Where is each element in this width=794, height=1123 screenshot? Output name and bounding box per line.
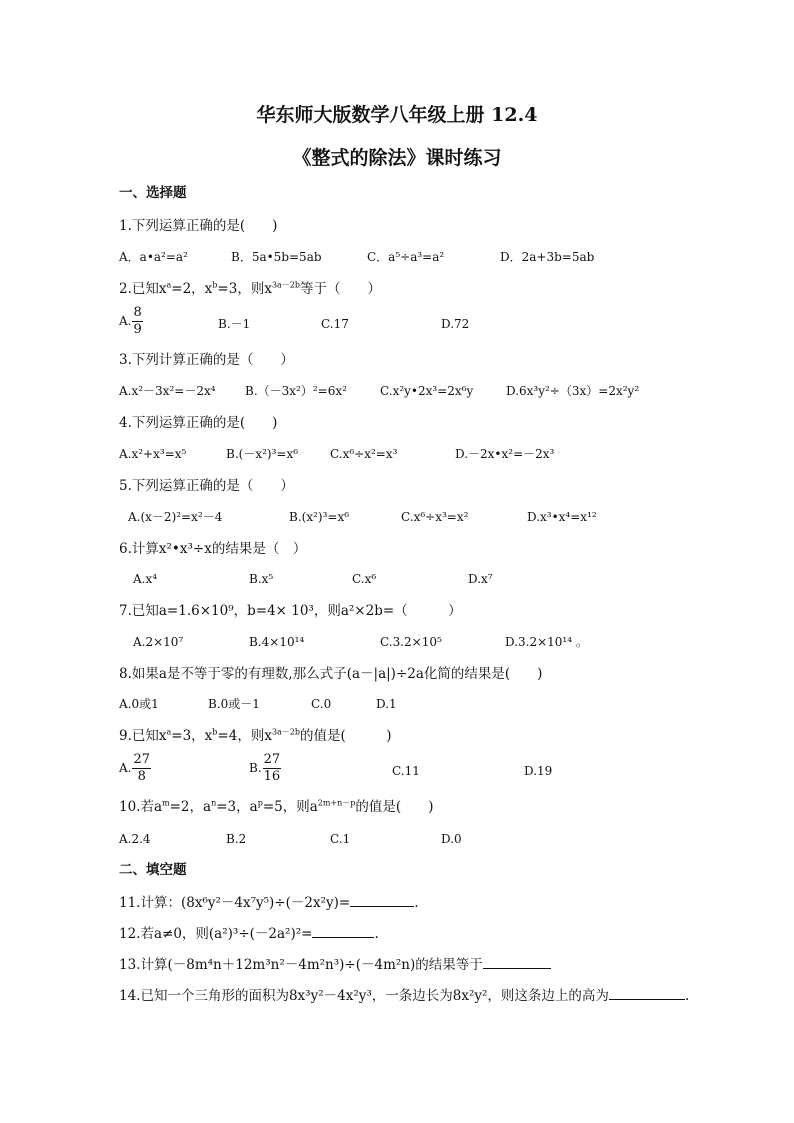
answer-blank[interactable] xyxy=(483,958,551,969)
question-3-option-d: D.6x³y²÷（3x）=2x²y² xyxy=(506,384,640,398)
question-3-option-b: B.（－3x²）²=6x² xyxy=(245,384,347,398)
question-7-stem: 7.已知a=1.6×10⁹，b=4× 10³，则a²×2b=（ ） xyxy=(119,603,462,619)
question-9-stem: 9.已知$x^a=3$，$x^b=4$，则$x^{3a-2b}$的值是( ) xyxy=(119,727,392,744)
question-6-option-c: C.x⁶ xyxy=(352,572,377,586)
title-line-2: 《整式的除法》课时练习 xyxy=(292,147,502,169)
question-5-option-b: B.(x²)³=x⁶ xyxy=(289,510,350,524)
question-9-option-d: D.19 xyxy=(524,764,553,778)
question-8-stem: 8.如果a是不等于零的有理数,那么式子(a－|a|)÷2a化简的结果是( ) xyxy=(119,666,543,682)
question-10-option-b: B.2 xyxy=(226,832,247,846)
question-3-stem: 3.下列计算正确的是（ ） xyxy=(119,352,294,368)
question-10-option-c: C.1 xyxy=(330,832,351,846)
question-1-option-a: A．a•a²=a² xyxy=(119,250,188,264)
title-line-1: 华东师大版数学八年级上册 12.4 xyxy=(256,104,538,126)
question-6-option-d: D.x⁷ xyxy=(468,572,493,586)
question-4-option-c: C.x⁶÷x²=x³ xyxy=(330,447,398,461)
question-13: 13.计算(－8m⁴n＋12m³n²－4m²n³)÷(－4m²n)的结果等于 xyxy=(119,957,551,973)
question-2-option-c: C.17 xyxy=(321,317,349,331)
question-2-option-b: B.－1 xyxy=(218,317,251,331)
question-4-option-d: D.－2x•x²=－2x³ xyxy=(455,447,555,461)
question-6-stem: 6.计算x²•x³÷x的结果是（ ） xyxy=(119,541,307,557)
question-4-option-b: B.(－x²)³=x⁶ xyxy=(226,447,299,461)
question-8-option-b: B.0或－1 xyxy=(208,697,260,711)
question-9-option-b: B. $\frac{27}{16}$ xyxy=(249,752,281,784)
answer-blank[interactable] xyxy=(350,896,414,907)
question-1-option-b: B．5a•5b=5ab xyxy=(231,250,322,264)
fraction: $\frac{8}{9}$ xyxy=(133,305,142,337)
question-1-option-c: C．a⁵÷a³=a² xyxy=(367,250,445,264)
question-2-option-a: A. $\frac{8}{9}$ xyxy=(119,305,142,337)
question-6-option-b: B.x⁵ xyxy=(249,572,274,586)
question-4-stem: 4.下列运算正确的是( ) xyxy=(119,415,278,431)
question-12: 12.若a≠0，则(a²)³÷(－2a²)²= . xyxy=(119,926,379,942)
question-1-option-d: D．2a+3b=5ab xyxy=(500,250,595,264)
question-5-option-a: A.(x－2)²=x²－4 xyxy=(128,510,223,524)
question-10-option-a: A.2.4 xyxy=(119,832,151,846)
question-10-option-d: D.0 xyxy=(441,832,462,846)
question-3-option-a: A.x²－3x²=－2x⁴ xyxy=(119,384,216,398)
fraction: $\frac{27}{8}$ xyxy=(133,752,151,784)
question-3-option-c: C.x²y•2x³=2x⁶y xyxy=(380,384,474,398)
question-11: 11.计算：(8x⁶y²－4x⁷y⁵)÷(－2x²y)= . xyxy=(119,895,419,911)
question-7-option-c: C.3.2×10⁵ xyxy=(380,635,442,649)
question-7-option-a: A.2×10⁷ xyxy=(133,635,184,649)
answer-blank[interactable] xyxy=(609,989,685,1000)
question-2-stem: 2.已知$x^a=2$，$x^b=3$，则$x^{3a-2b}$等于（ ） xyxy=(119,280,382,297)
question-8-option-c: C.0 xyxy=(311,697,332,711)
question-7-option-b: B.4×10¹⁴ xyxy=(249,635,305,649)
question-8-option-d: D.1 xyxy=(376,697,397,711)
question-5-option-c: C.x⁶÷x³=x² xyxy=(401,510,469,524)
question-14: 14.已知一个三角形的面积为8x³y²－4x²y³，一条边长为8x²y²，则这条边上的高为 . xyxy=(119,988,690,1004)
answer-blank[interactable] xyxy=(312,927,374,938)
question-4-option-a: A.x²+x³=x⁵ xyxy=(119,447,187,461)
question-10-stem: 10.若$a^m=2$，$a^n=3$，$a^p=5$，则$a^{2m+n-p}$的值是( ) xyxy=(119,798,434,815)
question-8-option-a: A.0或1 xyxy=(119,697,159,711)
question-9-option-a: A. $\frac{27}{8}$ xyxy=(119,752,151,784)
fraction: $\frac{27}{16}$ xyxy=(263,752,281,784)
question-6-option-a: A.x⁴ xyxy=(133,572,158,586)
question-7-option-d: D.3.2×10¹⁴ 。 xyxy=(505,635,588,649)
question-9-option-c: C.11 xyxy=(392,764,420,778)
section-heading-fill-in: 二、填空题 xyxy=(119,862,187,878)
question-1-stem: 1.下列运算正确的是( ) xyxy=(119,218,278,234)
question-2-option-d: D.72 xyxy=(441,317,470,331)
section-heading-choice: 一、选择题 xyxy=(119,185,187,201)
question-5-stem: 5.下列运算正确的是（ ） xyxy=(119,478,294,494)
question-5-option-d: D.x³•x⁴=x¹² xyxy=(527,510,597,524)
